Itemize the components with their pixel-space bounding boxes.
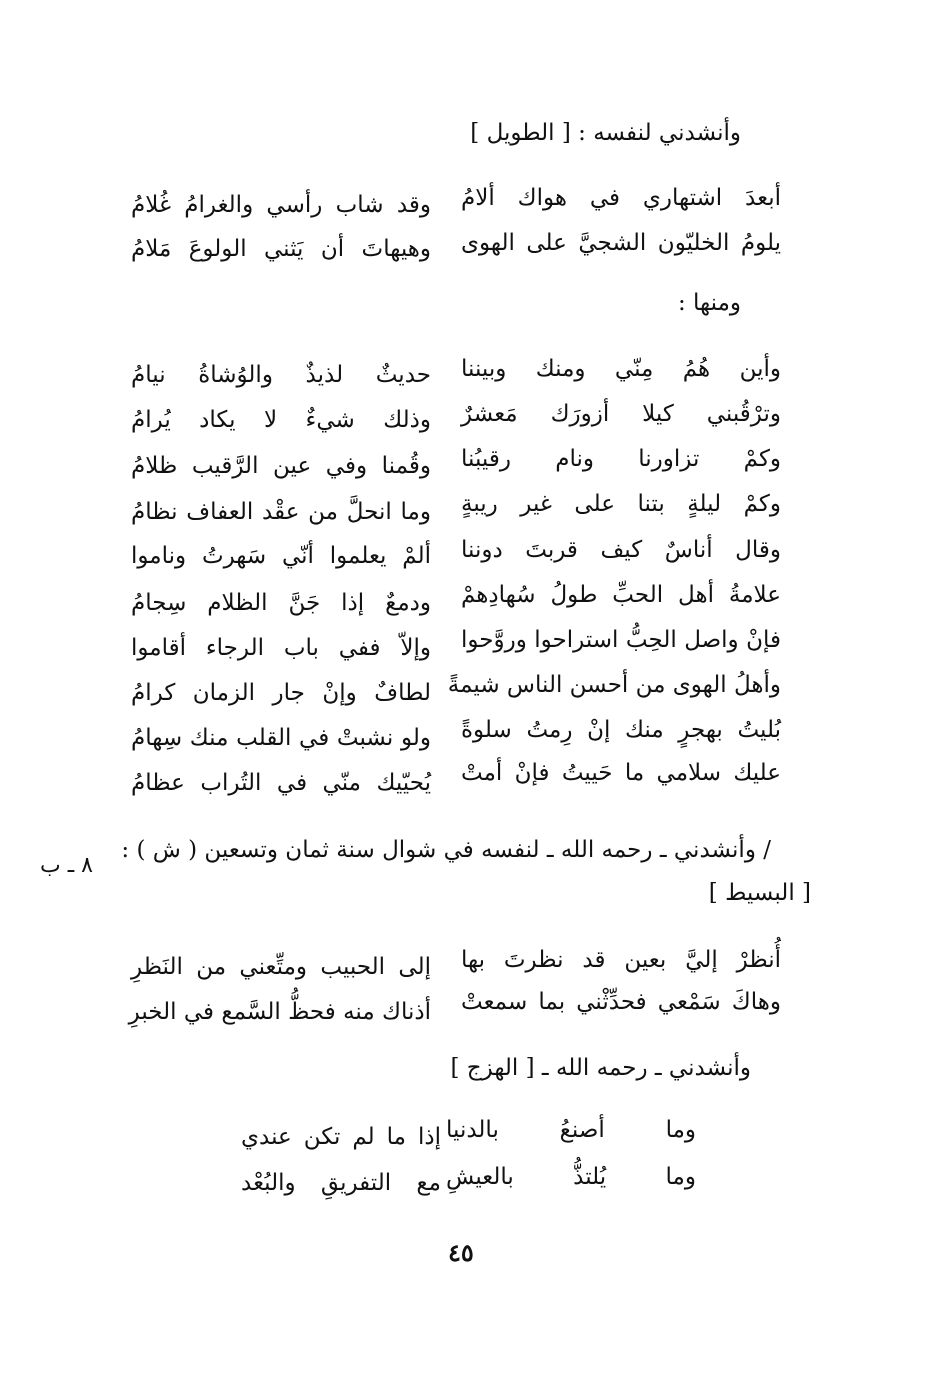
verse-hemistich-right: وقال أناسٌ كيف قربتَ دوننا	[461, 537, 781, 563]
verse-hemistich-left: إذا ما لم تكن عندي	[241, 1124, 441, 1150]
verse-hemistich-right: عليك سلامي ما حَييتُ فإنْ أمتْ	[461, 760, 781, 786]
section-heading: وأنشدني ـ رحمه الله ـ [ الهزج ]	[450, 1055, 751, 1081]
verse-hemistich-left: وذلك شيءٌ لا يكاد يُرامُ	[131, 407, 431, 433]
verse-hemistich-left: وقد شاب رأسي والغرامُ غُلامُ	[131, 192, 431, 218]
section-heading: / وأنشدني ـ رحمه الله ـ لنفسه في شوال سنة ثمان وتسعين ( ش ) :	[121, 837, 771, 863]
verse-hemistich-right: وكمْ تزاورنا ونام رقيبُنا	[461, 446, 781, 472]
verse-hemistich-left: وهيهاتَ أن يَثني الولوعَ مَلامُ	[131, 236, 431, 262]
verse-hemistich-left: لطافٌ وإنْ جار الزمان كرامُ	[131, 680, 431, 706]
verse-hemistich-right: يلومُ الخليّون الشجيَّ على الهوى	[461, 230, 781, 256]
verse-hemistich-right: وترْقُبني كيلا أزورَك مَعشرٌ	[461, 401, 781, 427]
verse-hemistich-left: مع التفريقِ والبُعْد	[241, 1170, 441, 1196]
verse-hemistich-right: وما أصنعُ بالدنيا	[446, 1117, 696, 1143]
verse-hemistich-right: فإنْ واصل الحِبُّ استراحوا وروَّحوا	[461, 627, 781, 653]
verse-hemistich-right: وما يُلتذُّ بالعيشِ	[446, 1164, 696, 1190]
verse-hemistich-right: أبعدَ اشتهاري في هواك ألامُ	[461, 185, 781, 211]
meter-label: [ البسيط ]	[708, 880, 811, 906]
verse-hemistich-left: وما انحلَّ من عقْد العفاف نظامُ	[131, 499, 431, 525]
folio-marker: ٨ ـ ب	[40, 853, 93, 878]
verse-hemistich-right: أُنظرْ إليَّ بعين قد نظرتَ بها	[461, 947, 781, 973]
verse-hemistich-left: وإلاّ ففي باب الرجاء أقاموا	[131, 635, 431, 661]
verse-hemistich-left: ولو نشبتْ في القلب منك سِهامُ	[131, 725, 431, 751]
verse-hemistich-left: ألمْ يعلموا أنّي سَهرتُ وناموا	[131, 543, 431, 569]
verse-hemistich-right: وهاكَ سَمْعي فحدِّثْني بما سمعتْ	[461, 989, 781, 1015]
verse-hemistich-right: بُليتُ بهجرٍ منك إنْ رِمتُ سلوةً	[461, 717, 781, 743]
verse-hemistich-left: وقُمنا وفي عين الرَّقيب ظلامُ	[131, 453, 431, 479]
verse-hemistich-left: إلى الحبيب ومتِّعني من النَظرِ	[131, 954, 431, 980]
verse-hemistich-left: ودمعٌ إذا جَنَّ الظلام سِجامُ	[131, 590, 431, 616]
verse-hemistich-right: علامةُ أهل الحبِّ طولُ سُهادِهمْ	[461, 582, 781, 608]
verse-hemistich-right: وأين هُمُ مِنّي ومنك وبيننا	[461, 356, 781, 382]
section-heading: وأنشدني لنفسه : [ الطويل ]	[470, 120, 741, 146]
verse-hemistich-right: وأهلُ الهوى من أحسن الناس شيمةً	[447, 672, 781, 698]
verse-hemistich-left: يُحيّيك منّي في التُراب عظامُ	[131, 770, 431, 796]
verse-hemistich-left: أذناك منه فحظُّ السَّمع في الخبرِ	[128, 999, 431, 1025]
verse-hemistich-left: حديثٌ لذيذٌ والوُشاةُ نيامُ	[131, 362, 431, 388]
page-number: ٤٥	[448, 1238, 474, 1267]
section-heading: ومنها :	[677, 290, 741, 316]
verse-hemistich-right: وكمْ ليلةٍ بتنا على غير ريبةٍ	[461, 491, 781, 517]
